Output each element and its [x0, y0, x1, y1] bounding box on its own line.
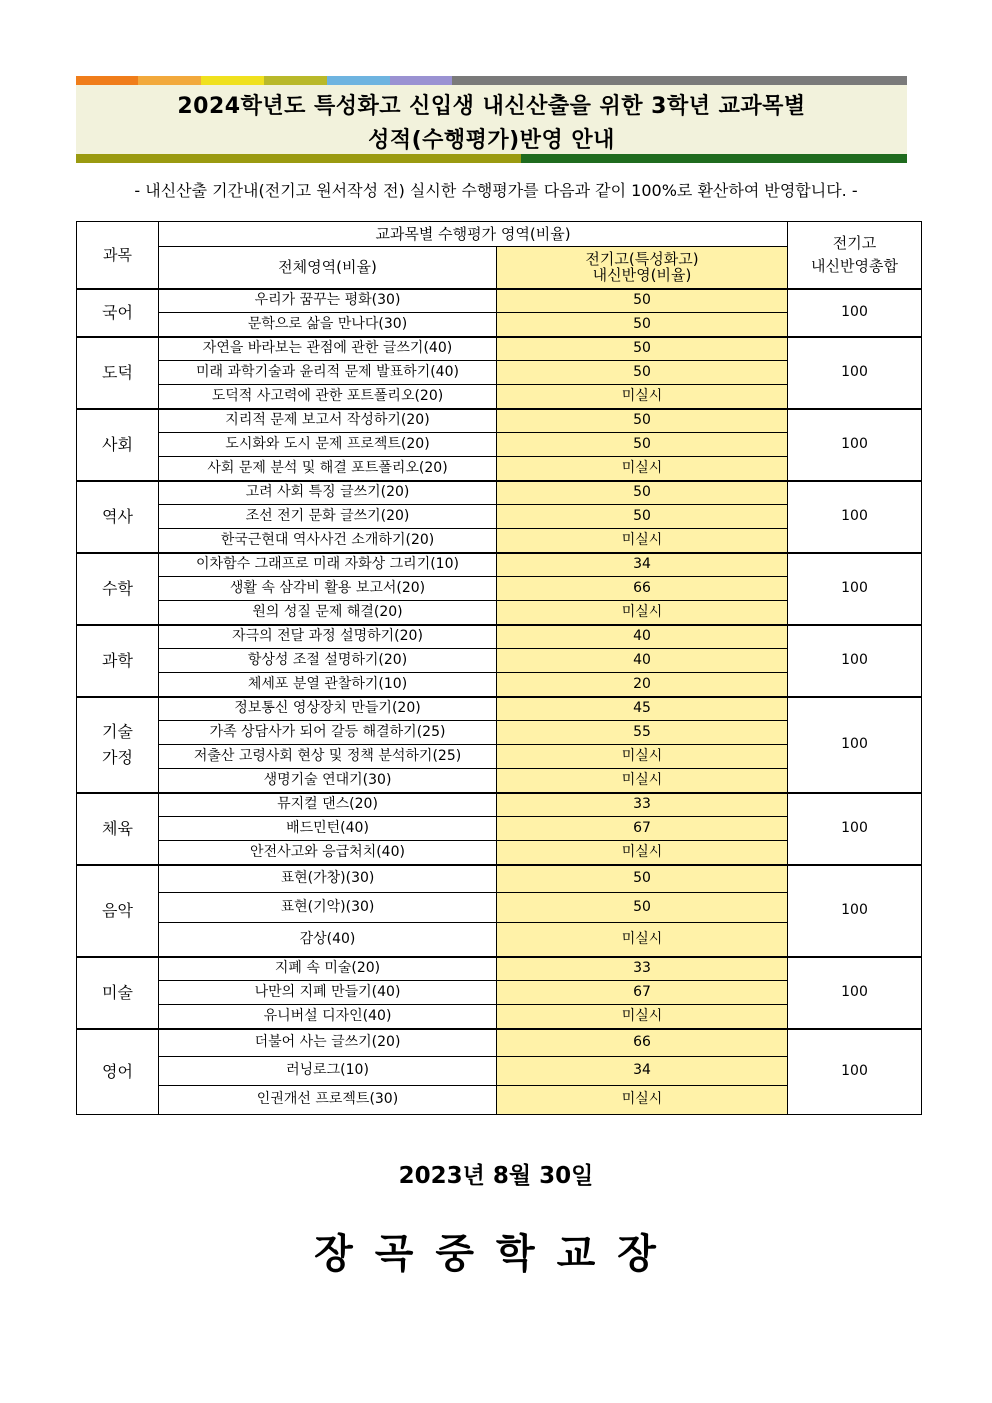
total-cell: 100 — [788, 1029, 922, 1115]
subject-group — [77, 865, 922, 957]
area-cell: 러닝로그(10) — [159, 1057, 497, 1086]
reflect-value-cell: 50 — [497, 505, 788, 529]
total-cell: 100 — [788, 957, 922, 1029]
table-row — [77, 1029, 922, 1057]
reflect-value-cell: 미실시 — [497, 745, 788, 769]
table-row — [77, 409, 922, 433]
subject-label: 영어 — [102, 1061, 133, 1081]
top-bar-segment — [76, 76, 138, 85]
area-cell: 감상(40) — [159, 923, 497, 957]
reflect-value-cell: 50 — [497, 337, 788, 361]
reflect-value-cell: 67 — [497, 817, 788, 841]
title-box — [76, 85, 907, 154]
reflect-value-cell: 미실시 — [497, 1005, 788, 1029]
subject-label: 미술 — [102, 982, 133, 1002]
reflect-value-cell: 미실시 — [497, 529, 788, 553]
table-row — [77, 865, 922, 893]
subject-group — [77, 337, 922, 409]
bottom-color-bar — [76, 154, 907, 163]
title-line-2: 성적(수행평가)반영 안내 — [368, 128, 615, 153]
subject-group — [77, 625, 922, 697]
subject-group — [77, 697, 922, 793]
area-cell: 더불어 사는 글쓰기(20) — [159, 1029, 497, 1057]
table-row — [77, 957, 922, 981]
reflect-value-cell: 미실시 — [497, 1086, 788, 1115]
area-cell: 생명기술 연대기(30) — [159, 769, 497, 793]
area-cell: 인권개선 프로젝트(30) — [159, 1086, 497, 1115]
table-row — [77, 625, 922, 649]
reflect-value-cell: 33 — [497, 957, 788, 981]
table-row — [77, 481, 922, 505]
reflect-value-cell: 50 — [497, 893, 788, 923]
header-reflect — [497, 247, 788, 289]
subject-label: 사회 — [102, 434, 133, 454]
principal-signature: 장곡중학교장 — [314, 1231, 678, 1277]
subject-label: 국어 — [102, 302, 133, 322]
top-bar-segment — [452, 76, 907, 85]
top-color-bar — [76, 76, 907, 85]
reflect-value-cell: 34 — [497, 1057, 788, 1086]
reflect-value-cell: 미실시 — [497, 923, 788, 957]
table-row — [77, 793, 922, 817]
area-cell: 표현(기악)(30) — [159, 893, 497, 923]
total-cell: 100 — [788, 865, 922, 957]
subject-cell — [77, 553, 159, 625]
total-cell: 100 — [788, 625, 922, 697]
header-all-area: 전체영역(비율) — [159, 247, 497, 289]
area-cell: 생활 속 삼각비 활용 보고서(20) — [159, 577, 497, 601]
subject-cell — [77, 865, 159, 957]
table-row — [77, 337, 922, 361]
area-cell: 자연을 바라보는 관점에 관한 글쓰기(40) — [159, 337, 497, 361]
subject-group — [77, 793, 922, 865]
total-cell: 100 — [788, 697, 922, 793]
area-cell: 도덕적 사고력에 관한 포트폴리오(20) — [159, 385, 497, 409]
reflect-value-cell: 50 — [497, 865, 788, 893]
area-cell: 나만의 지폐 만들기(40) — [159, 981, 497, 1005]
subject-group — [77, 1029, 922, 1115]
reflect-value-cell: 33 — [497, 793, 788, 817]
total-cell: 100 — [788, 553, 922, 625]
area-cell: 원의 성질 문제 해결(20) — [159, 601, 497, 625]
issue-date: 2023년 8월 30일 — [398, 1163, 594, 1189]
subject-cell — [77, 289, 159, 337]
top-bar-segment — [327, 76, 390, 85]
subject-cell — [77, 625, 159, 697]
subject-label: 수학 — [102, 578, 133, 598]
top-bar-segment — [264, 76, 327, 85]
area-cell: 뮤지컬 댄스(20) — [159, 793, 497, 817]
reflect-value-cell: 20 — [497, 673, 788, 697]
subject-cell — [77, 793, 159, 865]
subject-label: 음악 — [102, 900, 133, 920]
reflect-value-cell: 45 — [497, 697, 788, 721]
reflect-value-cell: 미실시 — [497, 841, 788, 865]
subject-label: 과학 — [102, 650, 133, 670]
total-cell: 100 — [788, 481, 922, 553]
header-subject: 과목 — [77, 222, 159, 289]
subject-group — [77, 289, 922, 337]
header-reflect-line1: 전기고(특성화고) — [585, 249, 699, 268]
area-cell: 문학으로 삶을 만나다(30) — [159, 313, 497, 337]
reflect-value-cell: 50 — [497, 409, 788, 433]
area-cell: 우리가 꿈꾸는 평화(30) — [159, 289, 497, 313]
area-cell: 한국근현대 역사사건 소개하기(20) — [159, 529, 497, 553]
bottom-bar-segment — [76, 154, 521, 163]
subject-label: 역사 — [102, 506, 133, 526]
table-row — [77, 289, 922, 313]
subject-group — [77, 409, 922, 481]
reflect-value-cell: 40 — [497, 625, 788, 649]
area-cell: 배드민턴(40) — [159, 817, 497, 841]
subject-cell — [77, 481, 159, 553]
subject-label: 체육 — [102, 818, 133, 838]
header-total — [788, 222, 922, 289]
top-bar-segment — [390, 76, 452, 85]
reflect-value-cell: 34 — [497, 553, 788, 577]
reflect-value-cell: 미실시 — [497, 601, 788, 625]
area-cell: 자극의 전달 과정 설명하기(20) — [159, 625, 497, 649]
subject-cell — [77, 957, 159, 1029]
reflect-value-cell: 50 — [497, 289, 788, 313]
reflect-value-cell: 50 — [497, 313, 788, 337]
area-cell: 정보통신 영상장치 만들기(20) — [159, 697, 497, 721]
bottom-bar-segment — [521, 154, 907, 163]
subject-cell — [77, 697, 159, 793]
total-cell: 100 — [788, 337, 922, 409]
reflect-value-cell: 50 — [497, 433, 788, 457]
total-cell: 100 — [788, 289, 922, 337]
area-cell: 저출산 고령사회 현상 및 정책 분석하기(25) — [159, 745, 497, 769]
reflect-value-cell: 66 — [497, 577, 788, 601]
area-cell: 도시화와 도시 문제 프로젝트(20) — [159, 433, 497, 457]
table-row — [77, 697, 922, 721]
area-cell: 안전사고와 응급처치(40) — [159, 841, 497, 865]
subject-group — [77, 481, 922, 553]
subject-cell — [77, 337, 159, 409]
reflect-value-cell: 50 — [497, 481, 788, 505]
reflect-value-cell: 미실시 — [497, 769, 788, 793]
header-reflect-line2: 내신반영(비율) — [592, 266, 692, 285]
reflect-value-cell: 40 — [497, 649, 788, 673]
area-cell: 체세포 분열 관찰하기(10) — [159, 673, 497, 697]
area-cell: 표현(가창)(30) — [159, 865, 497, 893]
reflect-value-cell: 미실시 — [497, 457, 788, 481]
subject-group — [77, 553, 922, 625]
subject-cell — [77, 1029, 159, 1115]
area-cell: 지리적 문제 보고서 작성하기(20) — [159, 409, 497, 433]
area-cell: 유니버설 디자인(40) — [159, 1005, 497, 1029]
notice-text: - 내신산출 기간내(전기고 원서작성 전) 실시한 수행평가를 다음과 같이 100%로 환산하여 반영합니다. - — [134, 181, 858, 200]
reflect-value-cell: 미실시 — [497, 385, 788, 409]
subject-cell — [77, 409, 159, 481]
reflect-value-cell: 67 — [497, 981, 788, 1005]
area-cell: 사회 문제 분석 및 해결 포트폴리오(20) — [159, 457, 497, 481]
area-cell: 고려 사회 특징 글쓰기(20) — [159, 481, 497, 505]
header-area-group: 교과목별 수행평가 영역(비율) — [159, 222, 788, 247]
subject-label: 기술 — [102, 721, 133, 741]
area-cell: 조선 전기 문화 글쓰기(20) — [159, 505, 497, 529]
header-total-line1: 전기고 — [832, 234, 877, 253]
table-row — [77, 553, 922, 577]
header-total-line2: 내신반영총합 — [811, 256, 898, 275]
subject-label-2: 가정 — [102, 747, 133, 767]
title-line-1: 2024학년도 특성화고 신입생 내신산출을 위한 3학년 교과목별 — [177, 94, 806, 119]
total-cell: 100 — [788, 793, 922, 865]
area-cell: 항상성 조절 설명하기(20) — [159, 649, 497, 673]
assessment-table — [76, 221, 922, 1115]
reflect-value-cell: 66 — [497, 1029, 788, 1057]
subject-group — [77, 957, 922, 1029]
area-cell: 이차함수 그래프로 미래 자화상 그리기(10) — [159, 553, 497, 577]
subject-label: 도덕 — [102, 362, 133, 382]
area-cell: 가족 상담사가 되어 갈등 해결하기(25) — [159, 721, 497, 745]
top-bar-segment — [138, 76, 201, 85]
area-cell: 미래 과학기술과 윤리적 문제 발표하기(40) — [159, 361, 497, 385]
reflect-value-cell: 50 — [497, 361, 788, 385]
total-cell: 100 — [788, 409, 922, 481]
reflect-value-cell: 55 — [497, 721, 788, 745]
area-cell: 지폐 속 미술(20) — [159, 957, 497, 981]
top-bar-segment — [201, 76, 264, 85]
